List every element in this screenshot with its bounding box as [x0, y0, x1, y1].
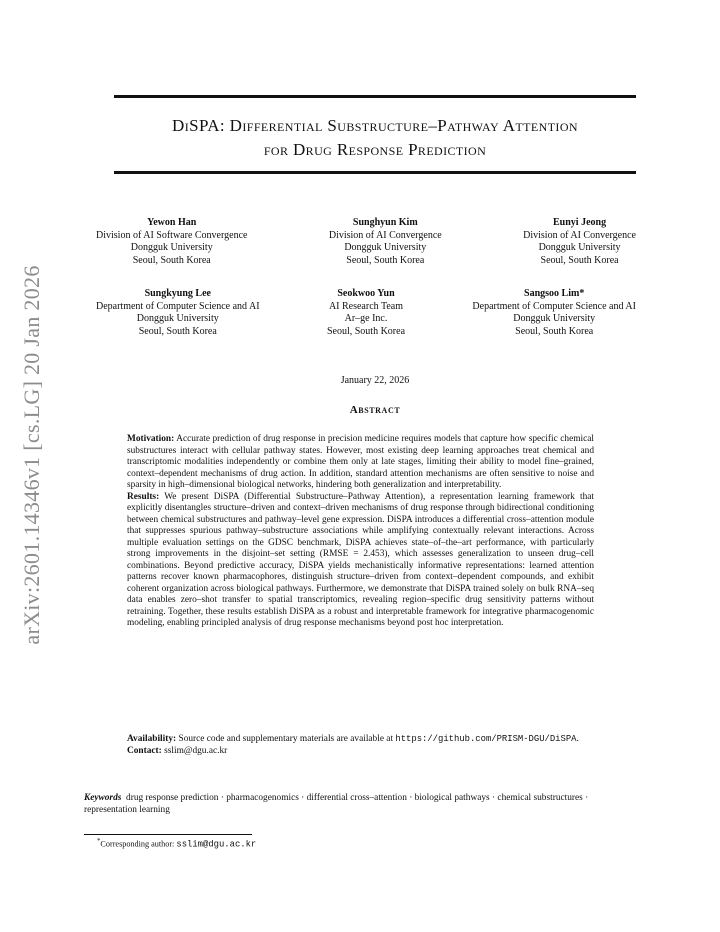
author-location: Seoul, South Korea: [346, 254, 425, 266]
author-location: Seoul, South Korea: [515, 325, 594, 337]
author-name: Yewon Han: [147, 217, 197, 228]
author-block: [96, 288, 260, 338]
keywords-list: drug response prediction · pharmacogenomics · differential cross–attention · biological pathways · chemical substructures · representation learning: [84, 793, 589, 815]
author-block: [472, 288, 636, 338]
author-name: Sunghyun Kim: [352, 217, 418, 228]
author-institution: Dongguk University: [538, 242, 621, 253]
author-affiliation: AI Research Team: [328, 300, 404, 312]
keywords-section: [84, 793, 637, 816]
abstract-heading: Abstract: [349, 404, 401, 416]
results-text: We present DiSPA (Differential Substructure–Pathway Attention), a representation learning framework that explicitly disentangles structure–driven and context–driven mechanisms of drug response through bidirectional conditioning between chemical substructures and pathway–level gene expression. DiSPA introduces a differential cross–attention module that suppresses spurious pathway–substructure associations while amplifying contextually relevant interactions. Across multiple evaluation settings on the GDSC benchmark, DiSPA achieves state–of–the–art performance, with particularly strong improvements in the disjoint–set setting (RMSE = 2.453), which assesses generalization to unseen drug–cell combinations. Beyond predictive accuracy, DiSPA yields mechanistically informative representations: learned attention patterns recover known pharmacophores, distinguish structure–driven from context–dependent compounds, and exhibit coherent organization across biological pathways. Furthermore, we demonstrate that DiSPA trained solely on bulk RNA–seq data enables zero–shot transfer to spatial transcriptomics, revealing region–specific drug sensitivity patterns without retraining. Together, these results establish DiSPA as a robust and interpretable framework for integrative pharmacogenomic modeling, enabling principled analysis of drug response mechanisms beyond post hoc interpretation.: [127, 491, 594, 628]
footnote-text: Corresponding author:: [100, 839, 175, 849]
contact-email[interactable]: sslim@dgu.ac.kr: [164, 745, 228, 756]
author-row-1: [96, 217, 636, 267]
motivation-text: Accurate prediction of drug response in precision medicine requires models that capture how specific chemical substructures interact with cellular pathway states. However, most existing deep learning approaches treat chemical and transcriptomic modalities independently or combine them only at late stages, limiting their ability to model fine–grained, context–dependent mechanisms of drug action. In addition, standard attention mechanisms are often sensitive to noise and sparsity in high–dimensional biological networks, hindering both generalization and interpretability.: [127, 434, 594, 490]
footnote: [97, 838, 256, 850]
paper-title: [114, 114, 636, 162]
footnote-marker: *: [97, 838, 101, 845]
availability-text: Source code and supplementary materials are available at: [178, 734, 394, 744]
arxiv-sidebar-stamp: [14, 262, 50, 647]
author-block: [523, 217, 636, 267]
author-affiliation: Department of Computer Science and AI: [472, 300, 636, 312]
footnote-rule: [84, 834, 252, 835]
publication-date: January 22, 2026: [340, 375, 410, 386]
abstract-body: [127, 434, 594, 630]
github-link[interactable]: https://github.com/PRISM-DGU/DiSPA: [395, 734, 577, 744]
contact-line: [127, 746, 594, 758]
author-name: Sangsoo Lim*: [524, 288, 585, 299]
author-affiliation: Department of Computer Science and AI: [96, 300, 260, 312]
abstract-results: [127, 492, 594, 630]
author-affiliation: Division of AI Convergence: [523, 229, 636, 241]
availability-label: Availability:: [127, 734, 177, 744]
title-rule-bottom: [114, 171, 636, 174]
availability-line: Availability: Source code and supplementary materials are available at https://github.com/PRISM-DGU/DiSPA.: [127, 734, 579, 744]
author-location: Seoul, South Korea: [138, 325, 217, 337]
keywords-label: Keywords: [84, 793, 122, 803]
results-label: Results:: [127, 491, 160, 502]
author-location: Seoul, South Korea: [540, 254, 619, 266]
author-institution: Dongguk University: [344, 242, 427, 253]
author-name: Sungkyung Lee: [144, 288, 211, 299]
availability-section: [127, 734, 594, 757]
motivation-label: Motivation:: [127, 434, 175, 444]
author-institution: Dongguk University: [513, 313, 596, 324]
title-line-1: DiSPA: Differential Substructure–Pathway Attention: [172, 116, 578, 135]
author-location: Seoul, South Korea: [326, 325, 406, 337]
author-institution: Dongguk University: [130, 242, 213, 253]
title-rule-top: [114, 95, 636, 98]
author-name: Eunyi Jeong: [553, 217, 607, 228]
abstract-motivation: [127, 434, 594, 492]
contact-label: Contact:: [127, 745, 162, 756]
title-line-2: for Drug Response Prediction: [263, 140, 487, 159]
footnote-email[interactable]: sslim@dgu.ac.kr: [176, 839, 257, 850]
author-block: [327, 288, 405, 338]
author-affiliation: Division of AI Software Convergence: [96, 229, 248, 241]
author-block: [96, 217, 247, 267]
author-block: [329, 217, 442, 267]
author-name: Seokwoo Yun: [337, 288, 395, 299]
author-affiliation: Division of AI Convergence: [328, 229, 442, 241]
arxiv-identifier: arXiv:2601.14346v1 [cs.LG] 20 Jan 2026: [19, 264, 44, 645]
author-institution: Ar–ge Inc.: [344, 313, 388, 324]
author-institution: Dongguk University: [136, 313, 219, 324]
author-row-2: [96, 288, 636, 338]
author-location: Seoul, South Korea: [132, 254, 211, 266]
